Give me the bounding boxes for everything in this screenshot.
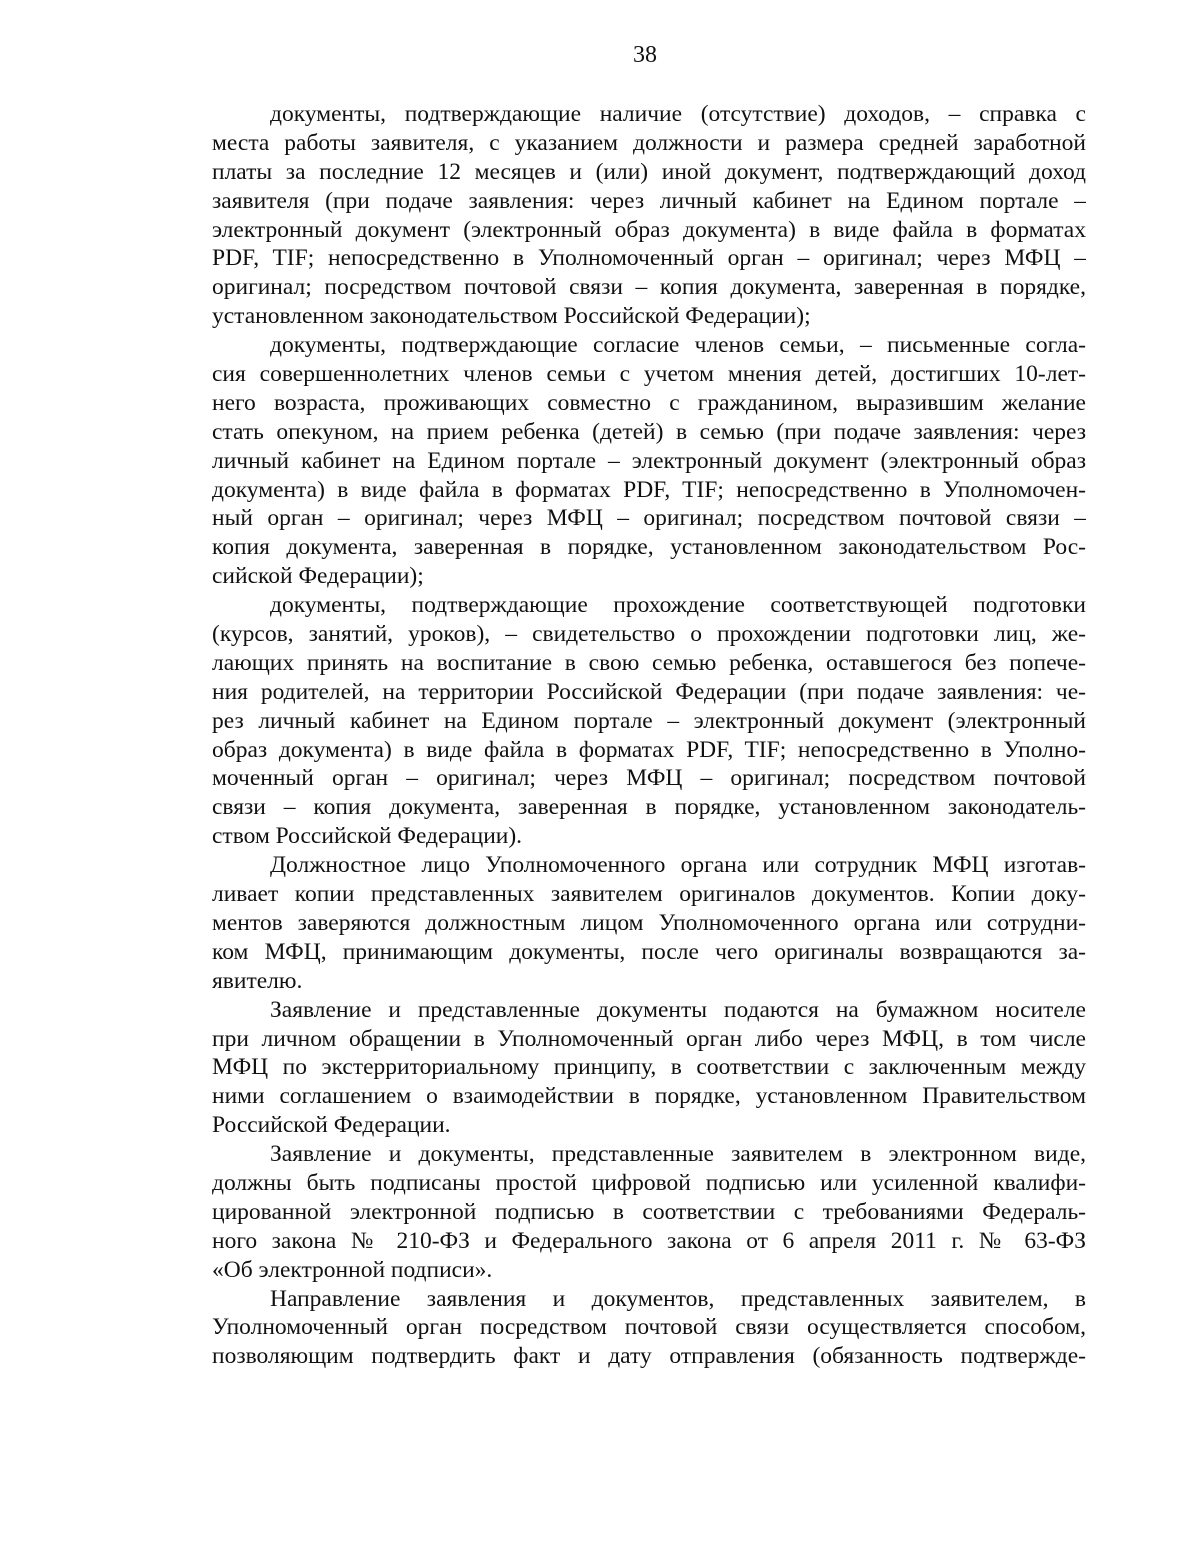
text-line: Должностное лицо Уполномоченного органа или сотрудник МФЦ изготав-: [270, 852, 1086, 879]
text-line: при личном обращении в Уполномоченный орган либо через МФЦ, в том числе: [212, 1025, 1086, 1052]
paragraph-income-documents: [212, 100, 1086, 331]
text-line: моченный орган – оригинал; через МФЦ – оригинал; посредством почтовой: [212, 765, 1086, 792]
text-line: ментов заверяются должностным лицом Уполномоченного органа или сотрудни-: [212, 909, 1086, 936]
text-line: лающих принять на воспитание в свою семью ребенка, оставшегося без попече-: [212, 649, 1086, 676]
text-line: электронный документ (электронный образ документа) в виде файла в форматах: [212, 216, 1086, 243]
text-line: Направление заявления и документов, представленных заявителем, в: [270, 1285, 1086, 1312]
text-line: личный кабинет на Едином портале – электронный документ (электронный образ: [212, 447, 1086, 474]
text-line: рез личный кабинет на Едином портале – электронный документ (электронный: [212, 707, 1086, 734]
paragraph-postal-submission: [212, 1285, 1086, 1372]
text-line: образ документа) в виде файла в форматах PDF, TIF; непосредственно в Уполно-: [212, 736, 1086, 763]
text-line: платы за последние 12 месяцев и (или) иной документ, подтверждающий доход: [212, 158, 1086, 185]
text-line: должны быть подписаны простой цифровой подписью или усиленной квалифи-: [212, 1169, 1086, 1196]
paragraph-paper-submission: [212, 996, 1086, 1140]
text-line: Заявление и представленные документы подаются на бумажном носителе: [270, 996, 1086, 1023]
text-line: копия документа, заверенная в порядке, установленном законодательством Рос-: [212, 534, 1086, 561]
text-line: ством Российской Федерации).: [212, 823, 523, 850]
paragraph-training-documents: [212, 591, 1086, 851]
text-line: цированной электронной подписью в соответствии с требованиями Федераль-: [212, 1198, 1086, 1225]
paragraph-electronic-signature: [212, 1140, 1086, 1284]
text-line: оригинал; посредством почтовой связи – копия документа, заверенная в порядке,: [212, 274, 1086, 301]
text-line: ком МФЦ, принимающим документы, после чего оригиналы возвращаются за-: [212, 938, 1086, 965]
text-line: позволяющим подтвердить факт и дату отправления (обязанность подтвержде-: [212, 1343, 1086, 1370]
text-line: документы, подтверждающие наличие (отсутствие) доходов, – справка с: [270, 101, 1086, 127]
text-line: сийской Федерации);: [212, 563, 424, 590]
text-line: ния родителей, на территории Российской Федерации (при подаче заявления: че-: [212, 678, 1086, 705]
text-line: Уполномоченный орган посредством почтовой связи осуществляется способом,: [212, 1314, 1086, 1341]
document-body: [212, 100, 1086, 1371]
text-line: ного закона № 210-ФЗ и Федерального закона от 6 апреля 2011 г. № 63-ФЗ: [212, 1227, 1086, 1254]
text-line: установленном законодательством Российской Федерации);: [212, 303, 811, 330]
text-line: PDF, TIF; непосредственно в Уполномоченный орган – оригинал; через МФЦ –: [212, 245, 1086, 272]
text-line: заявителя (при подаче заявления: через личный кабинет на Едином портале –: [212, 187, 1086, 214]
text-line: ними соглашением о взаимодействии в порядке, установленном Правительством: [212, 1083, 1086, 1110]
page-number: 38: [633, 42, 657, 68]
text-line: сия совершеннолетних членов семьи с учетом мнения детей, достигших 10-лет-: [212, 361, 1086, 388]
text-line: связи – копия документа, заверенная в порядке, установленном законодатель-: [212, 794, 1086, 821]
text-line: него возраста, проживающих совместно с гражданином, выразившим желание: [212, 389, 1086, 416]
text-line: Российской Федерации.: [212, 1112, 451, 1139]
text-line: «Об электронной подписи».: [212, 1256, 493, 1283]
text-line: (курсов, занятий, уроков), – свидетельство о прохождении подготовки лиц, же-: [212, 621, 1086, 648]
text-line: места работы заявителя, с указанием должности и размера средней заработной: [212, 129, 1086, 156]
text-line: Заявление и документы, представленные заявителем в электронном виде,: [270, 1141, 1086, 1168]
text-line: документы, подтверждающие прохождение соответствующей подготовки: [270, 592, 1086, 619]
text-line: стать опекуном, на прием ребенка (детей) в семью (при подаче заявления: через: [212, 418, 1086, 445]
text-line: явителю.: [212, 967, 303, 994]
text-line: ливает копии представленных заявителем оригиналов документов. Копии доку-: [212, 881, 1086, 908]
text-line: ный орган – оригинал; через МФЦ – оригинал; посредством почтовой связи –: [212, 505, 1086, 532]
text-line: документа) в виде файла в форматах PDF, TIF; непосредственно в Уполномочен-: [212, 476, 1086, 503]
text-line: МФЦ по экстерриториальному принципу, в соответствии с заключенным между: [212, 1054, 1086, 1081]
text-line: документы, подтверждающие согласие членов семьи, – письменные согла-: [270, 332, 1086, 359]
paragraph-family-consent: [212, 331, 1086, 591]
paragraph-copies-certification: [212, 851, 1086, 995]
